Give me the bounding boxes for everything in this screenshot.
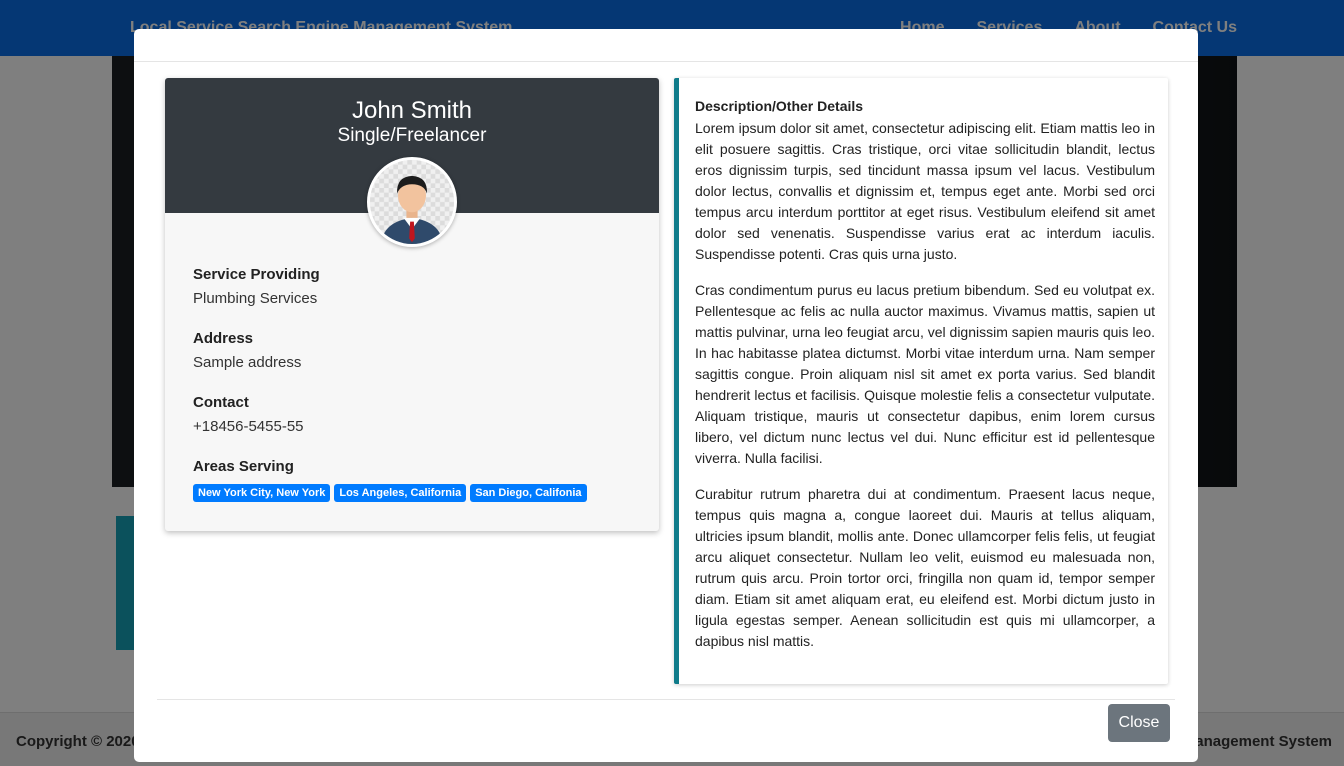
modal-footer-divider [157, 699, 1175, 700]
address-value: Sample address [193, 354, 302, 371]
provider-name: John Smith [351, 97, 473, 124]
areas-badges [193, 484, 587, 502]
businessman-avatar-icon [367, 157, 457, 247]
area-badge: New York City, New York [193, 484, 330, 502]
provider-type: Single/Freelancer [337, 125, 487, 146]
description-paragraph: Lorem ipsum dolor sit amet, consectetur adipiscing elit. Etiam mattis leo in elit posuere sagittis. Cras tristique, orci vitae sollicitudin blandit, lectus eros dignissim turpis, sed tincidunt massa ipsum vel lacus. Vestibulum dolor lectus, convallis et dignissim et, tempus eget ante. Morbi sed orci tempus arcu interdum porttitor at eget risus. Vestibulum eleifend sit amet dolor sed venenatis. Suspendisse varius erat ac interdum iaculis. Suspendisse potenti. Cras quis urna justo. [695, 120, 1155, 262]
areas-label: Areas Serving [193, 458, 294, 475]
contact-label: Contact [193, 394, 249, 411]
contact-value: +18456-5455-55 [193, 418, 304, 435]
profile-card [165, 78, 659, 531]
close-button[interactable]: Close [1108, 704, 1170, 742]
modal-header-divider [134, 61, 1198, 62]
service-value: Plumbing Services [193, 290, 318, 307]
service-label: Service Providing [193, 266, 320, 283]
description-title: Description/Other Details [695, 98, 864, 114]
description-paragraph: Cras condimentum purus eu lacus pretium bibendum. Sed eu volutpat ex. Pellentesque ac felis ac nulla auctor maximus. Vivamus mattis, sapien ut mattis pulvinar, urna leo feugiat arcu, vel dignissim sapien mauris quis leo. In hac habitasse platea dictumst. Morbi vitae interdum urna. Nam semper sagittis congue. Proin aliquam nisl sit amet ex porta varius. Sed blandit hendrerit lectus et facilisis. Quisque molestie felis a consectetur vulputate. Aliquam tristique, mauris ut consectetur dapibus, enim lorem cursus libero, vel dictum nunc lectus vel dui. Nunc efficitur est id pellentesque viverra. Nulla facilisi. [695, 282, 1155, 466]
description-card [674, 78, 1168, 684]
area-badge: Los Angeles, California [334, 484, 466, 502]
description-paragraph: Curabitur rutrum pharetra dui at condimentum. Praesent lacus neque, tempus quis magna a, congue laoreet dui. Mauris at tellus aliquam, ultricies ipsum blandit, mollis ante. Donec ullamcorper felis felis, ut feugiat arcu aliquet consectetur. Nullam leo velit, euismod eu malesuada non, rutrum quis arcu. Proin tortor orci, fringilla non quam id, tempor semper diam. Etiam sit amet aliquam erat, eu eleifend est. Morbi dictum justo in ligula egestas semper. Aenean sollicitudin est quis mi ullamcorper, a dapibus nisl mattis. [695, 486, 1155, 649]
area-badge: San Diego, Califonia [470, 484, 586, 502]
provider-modal [134, 29, 1198, 762]
description-body [695, 118, 1155, 667]
address-label: Address [193, 330, 254, 347]
